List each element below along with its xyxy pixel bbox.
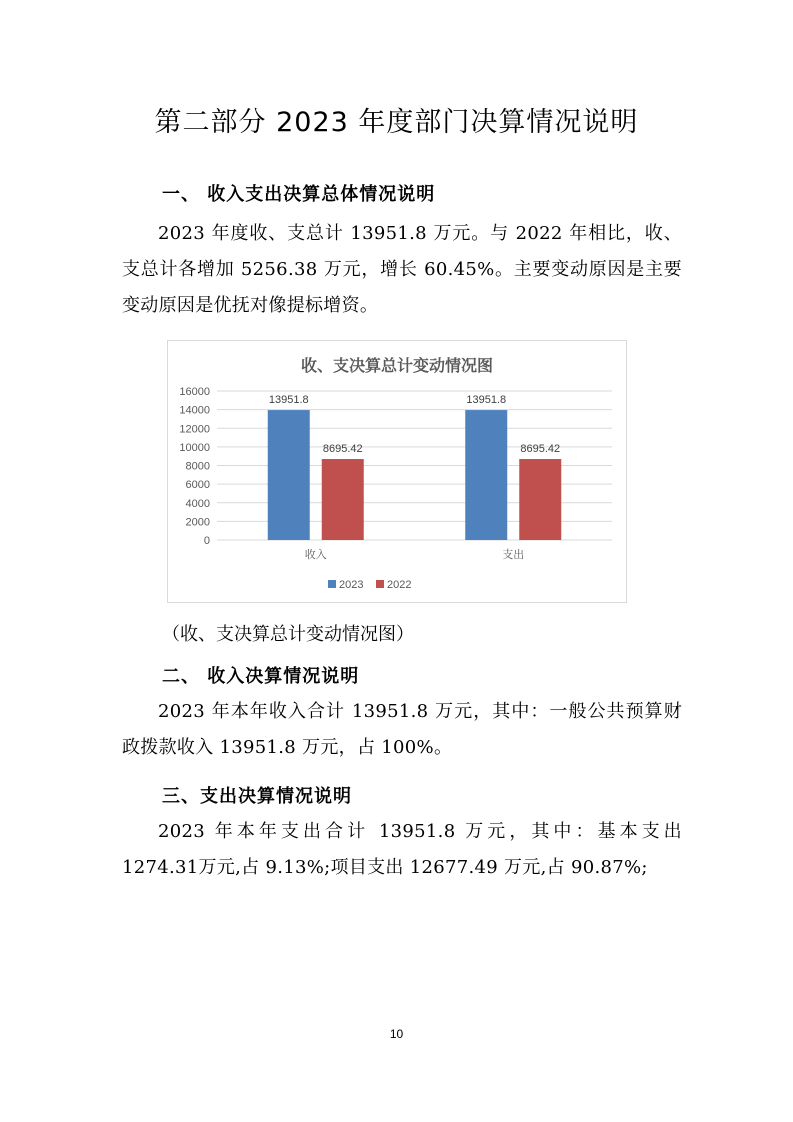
y-tick-label: 6000 — [185, 479, 210, 492]
bar-2022-收入 — [322, 459, 364, 540]
section2-paragraph: 2023 年本年收入合计 13951.8 万元，其中：一般公共预算财政拨款收入 13951.8 万元，占 100%。 — [122, 701, 682, 758]
section1-heading: 一、 收入支出决算总体情况说明 — [162, 184, 436, 205]
page-title: 第二部分 2023 年度部门决算情况说明 — [154, 107, 639, 138]
x-tick-label: 收入 — [304, 549, 327, 561]
y-tick-label: 10000 — [179, 441, 210, 454]
section2-heading: 二、 收入决算情况说明 — [162, 666, 360, 687]
section3-paragraph: 2023 年本年支出合计 13951.8 万元，其中：基本支出 1274.31万元,占 9.13%;项目支出 12677.49 万元,占 90.87%; — [122, 821, 682, 878]
bar-2023-支出 — [465, 410, 507, 540]
page-number: 10 — [389, 1027, 404, 1041]
data-label: 13951.8 — [268, 394, 309, 407]
data-label: 8695.42 — [322, 443, 363, 456]
y-tick-label: 16000 — [179, 386, 210, 398]
data-label: 13951.8 — [466, 394, 507, 407]
y-tick-label: 2000 — [185, 516, 210, 529]
y-tick-label: 12000 — [179, 423, 210, 436]
legend-swatch-2023 — [328, 580, 336, 588]
y-tick-label: 0 — [203, 535, 210, 547]
y-tick-label: 14000 — [179, 404, 210, 417]
x-tick-label: 支出 — [502, 549, 525, 561]
section1-paragraph: 2023 年度收、支总计 13951.8 万元。与 2022 年相比，收、支总计各增加 5256.38 万元，增长 60.45%。主要变动原因是主要变动原因是优抚对像提标增资。 — [122, 223, 682, 316]
bar-2023-收入 — [268, 410, 310, 540]
data-label: 8695.42 — [520, 443, 561, 456]
bar-chart — [168, 341, 626, 602]
chart-title: 收、支决算总计变动情况图 — [300, 358, 494, 375]
legend-label: 2022 — [387, 579, 412, 591]
legend-label: 2023 — [339, 579, 364, 591]
legend-swatch-2022 — [376, 580, 384, 588]
chart-container — [167, 340, 627, 603]
bar-2022-支出 — [519, 459, 561, 540]
y-tick-label: 8000 — [185, 460, 210, 473]
y-tick-label: 4000 — [185, 497, 210, 510]
chart-caption: （收、支决算总计变动情况图） — [162, 624, 414, 645]
section3-heading: 三、支出决算情况说明 — [162, 786, 352, 807]
